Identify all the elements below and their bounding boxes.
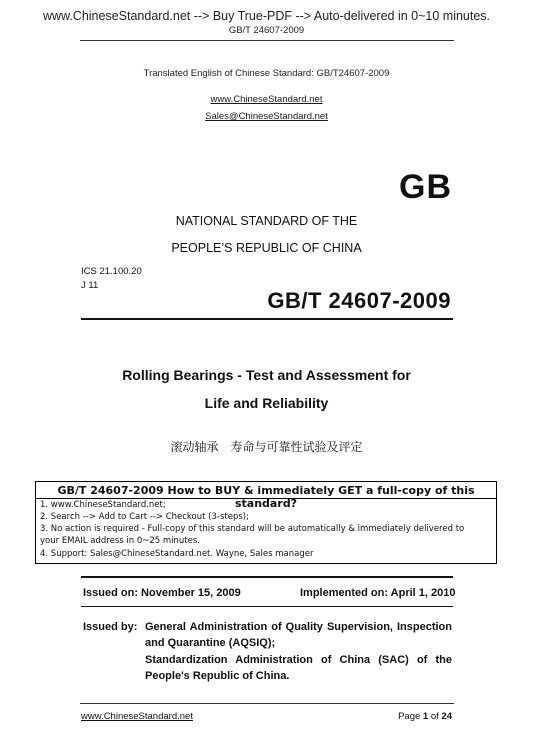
document-title-chinese: 滚动轴承 寿命与可靠性试验及评定 <box>170 440 363 454</box>
website-link-row <box>0 89 533 107</box>
website-link[interactable]: www.ChineseStandard.net <box>210 94 323 105</box>
page-total: 24 <box>441 711 452 722</box>
national-standard-line2: PEOPLE’S REPUBLIC OF CHINA <box>171 241 362 255</box>
gb-logo: GB <box>399 168 452 206</box>
page-prefix: Page <box>398 711 423 722</box>
j-code: J 11 <box>81 280 99 291</box>
buy-step-4: 4. Support: Sales@ChineseStandard.net. Wayne, Sales manager <box>40 549 314 559</box>
footer-website-link[interactable]: www.ChineseStandard.net <box>81 711 193 722</box>
buy-step-2: 2. Search --> Add to Cart --> Checkout (3-steps); <box>40 512 249 522</box>
buy-instructions-box <box>35 481 497 564</box>
email-link-row <box>0 106 533 124</box>
footer-divider <box>80 703 454 704</box>
header-divider <box>80 40 454 41</box>
issuing-authority-aqsiq: General Administration of Quality Supervision, Inspection and Quarantine (AQSIQ); <box>145 621 452 649</box>
buy-step-1: 1. www.ChineseStandard.net; <box>40 500 166 510</box>
issued-by-label: Issued by: <box>83 621 138 633</box>
issue-divider-top <box>81 576 453 578</box>
translation-line: Translated English of Chinese Standard: GB/T24607-2009 <box>143 68 390 79</box>
implemented-on-date: Implemented on: April 1, 2010 <box>300 587 456 599</box>
buy-box-divider <box>36 498 496 499</box>
header-standard-code: GB/T 24607-2009 <box>228 25 305 36</box>
document-title-line2: Life and Reliability <box>204 395 329 411</box>
issue-divider-bottom <box>81 606 453 607</box>
email-link[interactable]: Sales@ChineseStandard.net <box>205 111 328 122</box>
page-current: 1 <box>422 711 429 722</box>
issuing-authority-sac: Standardization Administration of China (SAC) of the People's Republic of China. <box>145 654 452 682</box>
page-indicator <box>398 711 452 722</box>
national-standard-line1: NATIONAL STANDARD OF THE <box>175 214 358 228</box>
issued-on-date: Issued on: November 15, 2009 <box>83 587 241 599</box>
document-title-line1: Rolling Bearings - Test and Assessment for <box>122 367 411 383</box>
buy-box-heading: GB/T 24607-2009 How to BUY & immediately GET a full-copy of this standard? <box>57 484 475 510</box>
standard-number: GB/T 24607-2009 <box>267 288 451 313</box>
header-banner: www.ChineseStandard.net --> Buy True-PDF --> Auto-delivered in 0~10 minutes. <box>42 9 491 23</box>
buy-step-3: 3. No action is required - Full-copy of this standard will be automatically & immediately delivered to <box>40 524 465 534</box>
ics-code: ICS 21.100.20 <box>81 266 142 277</box>
standard-divider <box>81 318 453 320</box>
page-mid: of <box>428 711 442 722</box>
buy-step-3-cont: your EMAIL address in 0~25 minutes. <box>40 536 200 546</box>
